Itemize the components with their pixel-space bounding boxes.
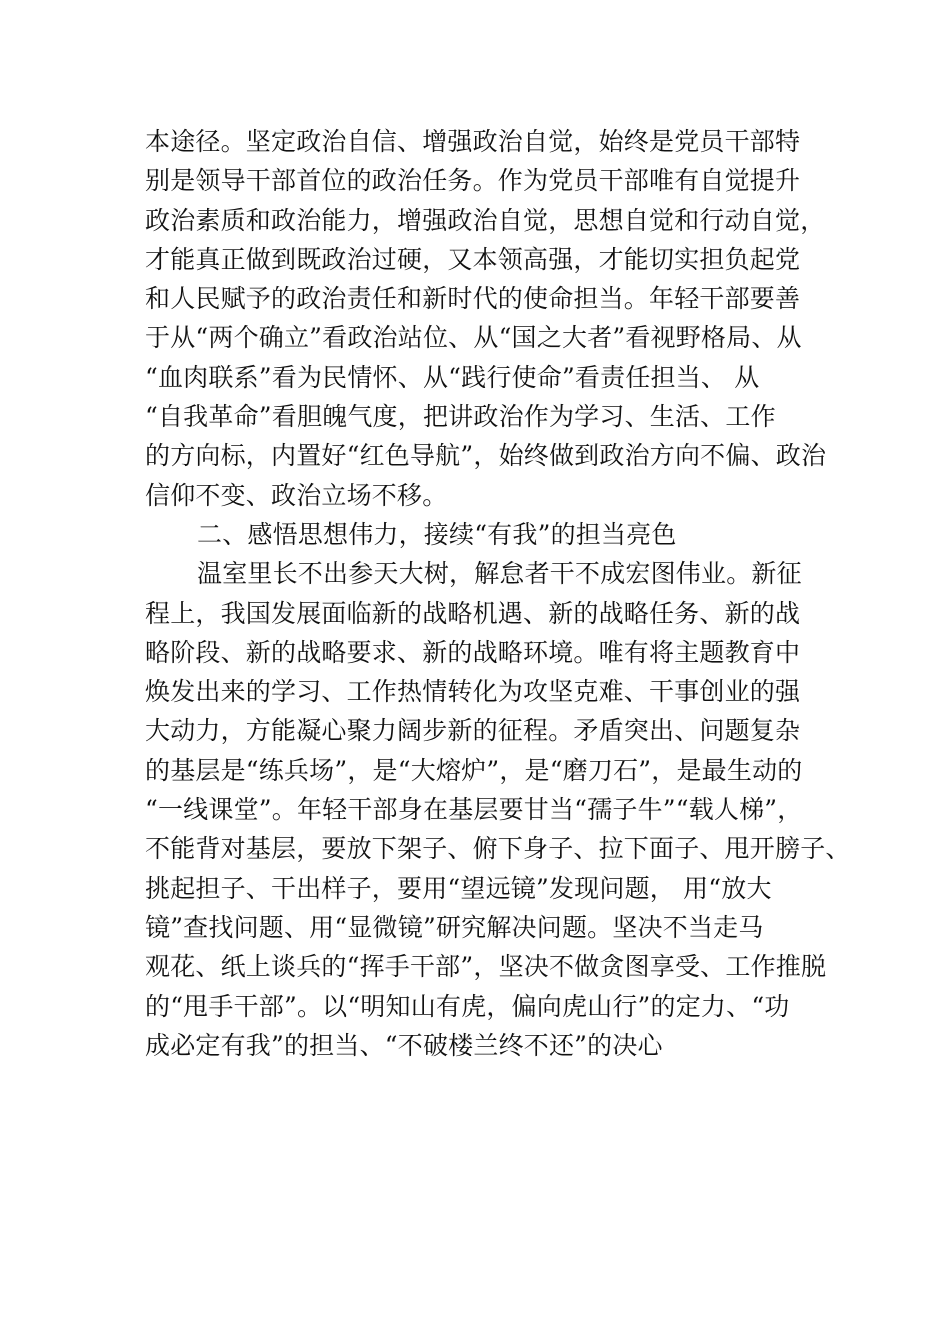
paragraph-line: “一线课堂”。年轻干部身在基层要甘当“孺子牛”“载人梯”， <box>145 795 803 825</box>
paragraph-line: 观花、纸上谈兵的“挥手干部”，坚决不做贪图享受、工作推脱 <box>145 952 827 982</box>
paragraph-line: 镜”查找问题、用“显微镜”研究解决问题。坚决不当走马 <box>145 912 764 942</box>
document-body <box>145 122 851 1065</box>
paragraph-line: 略阶段、新的战略要求、新的战略环境。唯有将主题教育中 <box>145 637 801 667</box>
paragraph-line: 大动力，方能凝心聚力阔步新的征程。矛盾突出、问题复杂 <box>145 716 801 746</box>
paragraph-line: 和人民赋予的政治责任和新时代的使命担当。年轻干部要善 <box>145 284 801 314</box>
paragraph-line: 程上，我国发展面临新的战略机遇、新的战略任务、新的战 <box>145 598 801 628</box>
paragraph-line: 焕发出来的学习、工作热情转化为攻坚克难、干事创业的强 <box>145 677 801 707</box>
paragraph-line: 的基层是“练兵场”，是“大熔炉”，是“磨刀石”，是最生动的 <box>145 755 803 785</box>
paragraph-line: 的方向标，内置好“红色导航”，始终做到政治方向不偏、政治 <box>145 441 827 471</box>
paragraph-line: 信仰不变、政治立场不移。 <box>145 480 448 510</box>
paragraph-line: 别是领导干部首位的政治任务。作为党员干部唯有自觉提升 <box>145 166 801 196</box>
paragraph-line: 挑起担子、干出样子，要用“望远镜”发现问题， 用“放大 <box>145 873 772 903</box>
paragraph-line: 的“甩手干部”。以“明知山有虎，偏向虎山行”的定力、“功 <box>145 991 790 1021</box>
paragraph-line: 政治素质和政治能力，增强政治自觉，思想自觉和行动自觉， <box>145 205 826 235</box>
section-heading: 二、感悟思想伟力，接续“有我”的担当亮色 <box>197 519 677 549</box>
paragraph-line: 本途径。坚定政治自信、增强政治自觉，始终是党员干部特 <box>145 127 801 156</box>
paragraph-line: 温室里长不出参天大树，解怠者干不成宏图伟业。新征 <box>197 559 802 589</box>
paragraph-line: “血肉联系”看为民情怀、从“践行使命”看责任担当、 从 <box>145 362 760 392</box>
paragraph-line: 于从“两个确立”看政治站位、从“国之大者”看视野格局、从 <box>145 323 802 353</box>
paragraph-line: “自我革命”看胆魄气度，把讲政治作为学习、生活、工作 <box>145 402 776 432</box>
paragraph-line: 不能背对基层，要放下架子、俯下身子、拉下面子、甩开膀子、 <box>145 834 851 864</box>
paragraph-line: 才能真正做到既政治过硬，又本领高强，才能切实担负起党 <box>145 244 801 274</box>
paragraph-line: 成必定有我”的担当、“不破楼兰终不还”的决心 <box>145 1030 663 1060</box>
